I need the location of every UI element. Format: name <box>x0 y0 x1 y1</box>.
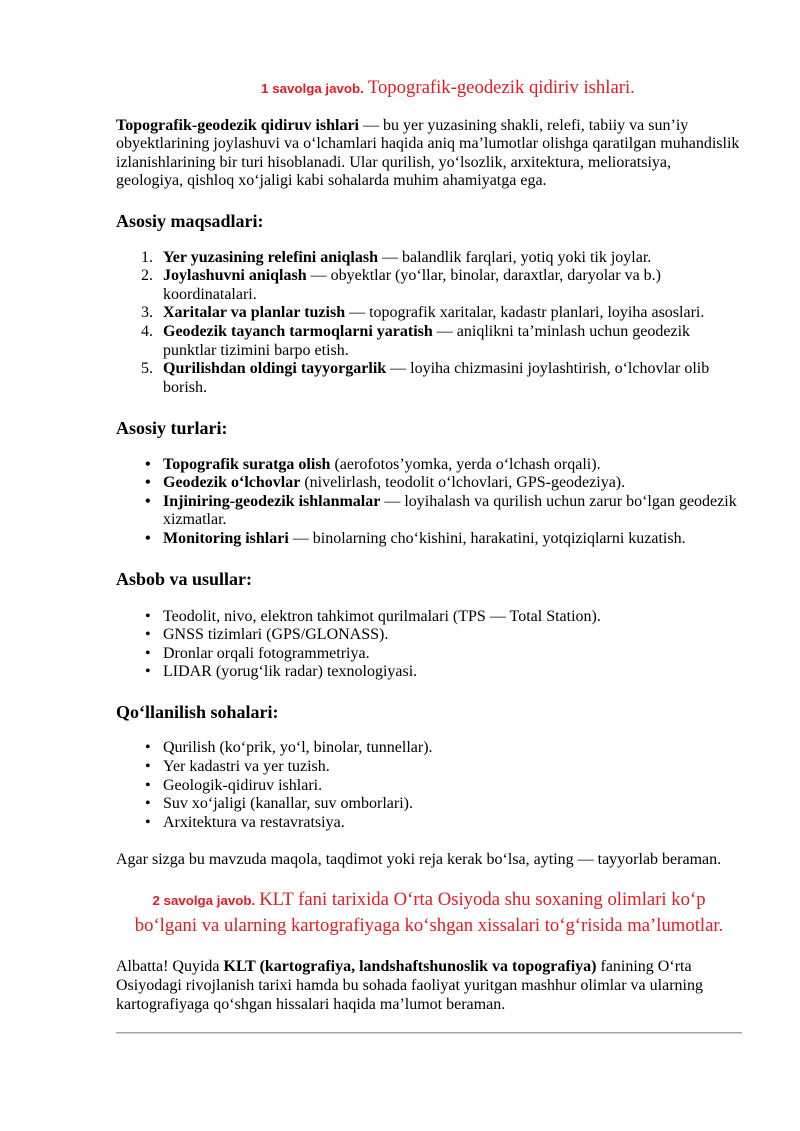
list-item <box>116 249 742 268</box>
offer-paragraph <box>116 851 742 870</box>
intro-term: Topografik-geodezik qidiruv ishlari <box>116 116 359 134</box>
bullet-icon: • <box>145 795 151 813</box>
closing-lead: Albatta! Quyida <box>116 958 224 976</box>
goals-list <box>116 249 742 398</box>
bullet-icon: • <box>145 644 151 662</box>
section-heading-types: Asosiy turlari: <box>116 417 228 438</box>
list-item <box>116 814 742 833</box>
section-heading-applications: Qo‘llanilish sohalari: <box>116 701 279 722</box>
list-item-term: Xaritalar va planlar tuzish <box>163 304 346 322</box>
text-line <box>163 456 742 475</box>
text-line <box>163 267 742 286</box>
list-item-text: — balandlik farqlari, yotiq yoki tik joylar. <box>378 248 652 266</box>
bullet-icon: • <box>145 474 151 492</box>
list-item <box>116 608 742 627</box>
list-item <box>116 530 742 549</box>
list-item-text: — binolarning cho‘kishini, harakatini, yotqiziqlarni kuzatish. <box>288 529 686 547</box>
text-line <box>163 493 742 512</box>
bullet-icon: • <box>145 607 151 625</box>
list-item-text: — topografik xaritalar, kadastr planlari, loyiha asoslari. <box>345 304 705 322</box>
list-item-term: Topografik suratga olish <box>163 455 331 473</box>
list-item-term: Yer yuzasining relefini aniqlash <box>163 248 378 266</box>
answer-2-heading <box>116 887 742 939</box>
list-item-term: Geodezik o‘lchovlar <box>163 474 301 492</box>
text-line: xizmatlar. <box>163 511 227 529</box>
list-item-text: Suv xo‘jaligi (kanallar, suv omborlari). <box>163 795 413 813</box>
answer-1-label: 1 savolga javob. <box>261 81 364 96</box>
closing-text: fanining O‘rta <box>596 958 692 976</box>
answer-2-title-line-2: bo‘lgani va ularning kartografiyaga ko‘shgan xissalari to‘g‘risida ma’lumotlar. <box>134 914 724 936</box>
bullet-icon: • <box>145 492 151 510</box>
bullet-icon: • <box>145 626 151 644</box>
list-item-text: — aniqlikni ta’minlash uchun geodezik <box>432 323 691 341</box>
list-item <box>116 493 742 530</box>
list-item-text: — obyektlar (yo‘llar, binolar, daraxtlar, daryolar va b.) <box>306 267 662 285</box>
text-line <box>116 958 742 977</box>
horizontal-divider <box>116 1032 742 1034</box>
bullet-icon: • <box>145 663 151 681</box>
heading-line <box>116 887 742 913</box>
list-number: 2. <box>141 267 153 285</box>
text-line: borish. <box>163 378 207 396</box>
document-body <box>116 0 742 1034</box>
list-number: 1. <box>141 248 153 266</box>
bullet-icon: • <box>145 758 151 776</box>
list-item-text: (nivelirlash, teodolit o‘lchovlari, GPS-geodeziya). <box>300 474 626 492</box>
list-item <box>116 474 742 493</box>
text-line <box>116 117 742 136</box>
text-line: izlanishlarining bir turi hisoblanadi. Ular qurilish, yo‘lsozlik, arxitektura, melioratsiya, <box>116 153 671 171</box>
list-number: 4. <box>141 323 153 341</box>
text-line <box>163 323 742 342</box>
list-item <box>116 795 742 814</box>
types-list <box>116 456 742 549</box>
text-line <box>163 249 742 268</box>
list-item-term: Geodezik tayanch tarmoqlarni yaratish <box>163 323 433 341</box>
text-line <box>163 360 742 379</box>
list-item <box>116 626 742 645</box>
answer-2-label: 2 savolga javob. <box>152 892 256 908</box>
list-item <box>116 739 742 758</box>
list-item <box>116 645 742 664</box>
heading-line <box>116 913 742 939</box>
text-line: obyektlarining joylashuvi va o‘lchamlari haqida aniq ma’lumotlar olishga qaratilgan muhandislik <box>116 135 740 153</box>
answer-1-heading <box>116 76 742 100</box>
text-line: punktlar tizimini barpo etish. <box>163 341 349 359</box>
text-line <box>163 474 742 493</box>
list-item-text: Dronlar orqali fotogrammetriya. <box>163 644 370 662</box>
list-item-text: (aerofotos’yomka, yerda o‘lchash orqali). <box>330 455 601 473</box>
answer-1-title: Topografik-geodezik qidiriv ishlari. <box>367 77 635 98</box>
section-heading-tools: Asbob va usullar: <box>116 568 253 589</box>
text-line <box>163 530 742 549</box>
bullet-icon: • <box>145 813 151 831</box>
list-item-term: Qurilishdan oldingi tayyorgarlik <box>163 360 387 378</box>
list-item-term: Injiniring-geodezik ishlanmalar <box>163 492 381 510</box>
list-number: 5. <box>141 360 153 378</box>
list-item-text: Teodolit, nivo, elektron tahkimot qurilmalari (TPS — Total Station). <box>163 607 601 625</box>
list-item <box>116 267 742 304</box>
text-line: Agar sizga bu mavzuda maqola, taqdimot yoki reja kerak bo‘lsa, ayting — tayyorlab beraman. <box>116 851 722 869</box>
text-line <box>163 304 742 323</box>
text-line: Osiyodagi rivojlanish tarixi hamda bu sohada faoliyat yuritgan mashhur olimlar va ularning <box>116 977 703 995</box>
list-item-text: — loyihalash va qurilish uchun zarur bo‘lgan geodezik <box>380 492 737 510</box>
list-item-text: Arxitektura va restavratsiya. <box>163 813 345 831</box>
bullet-icon: • <box>145 455 151 473</box>
list-number: 3. <box>141 304 153 322</box>
list-item-text: GNSS tizimlari (GPS/GLONASS). <box>163 626 389 644</box>
closing-paragraph <box>116 958 742 1014</box>
list-item-text: Geologik-qidiruv ishlari. <box>163 776 323 794</box>
list-item <box>116 758 742 777</box>
list-item-term: Monitoring ishlari <box>163 529 289 547</box>
intro-paragraph <box>116 117 742 191</box>
list-item <box>116 777 742 796</box>
text-line: kartografiyaga qo‘shgan hissalari haqida ma’lumot beraman. <box>116 995 506 1013</box>
closing-term: KLT (kartografiya, landshaftshunoslik va topografiya) <box>223 958 597 976</box>
list-item <box>116 323 742 360</box>
list-item-text: LIDAR (yorug‘lik radar) texnologiyasi. <box>163 663 418 681</box>
applications-list <box>116 739 742 832</box>
list-item-text: Yer kadastri va yer tuzish. <box>163 758 330 776</box>
answer-2-title-line-1: KLT fani tarixida O‘rta Osiyoda shu soxaning olimlari ko‘p <box>259 888 706 910</box>
list-item-text: Qurilish (ko‘prik, yo‘l, binolar, tunnellar). <box>163 739 433 757</box>
list-item-term: Joylashuvni aniqlash <box>163 267 307 285</box>
text-line: geologiya, qishloq xo‘jaligi kabi sohalarda muhim ahamiyatga ega. <box>116 172 547 190</box>
list-item <box>116 304 742 323</box>
list-item <box>116 456 742 475</box>
bullet-icon: • <box>145 529 151 547</box>
list-item-text: — loyiha chizmasini joylashtirish, o‘lchovlar olib <box>386 360 710 378</box>
text-line: koordinatalari. <box>163 285 257 303</box>
list-item <box>116 663 742 682</box>
intro-text: — bu yer yuzasining shakli, relefi, tabiiy va sun’iy <box>359 116 689 134</box>
bullet-icon: • <box>145 739 151 757</box>
tools-list <box>116 608 742 682</box>
list-item <box>116 360 742 397</box>
bullet-icon: • <box>145 776 151 794</box>
section-heading-goals: Asosiy maqsadlari: <box>116 210 264 231</box>
